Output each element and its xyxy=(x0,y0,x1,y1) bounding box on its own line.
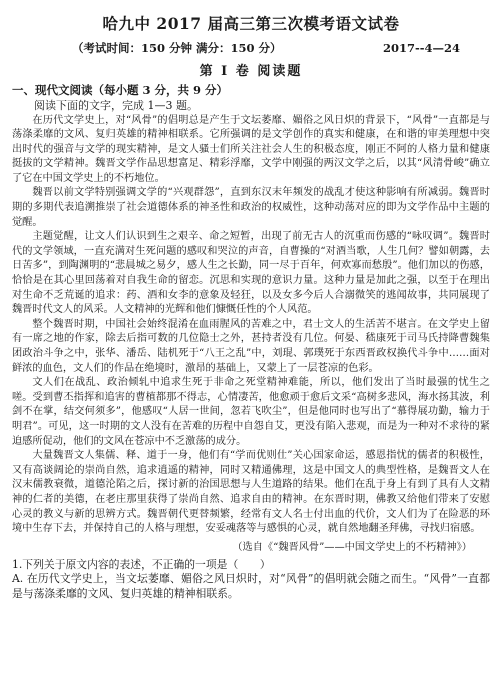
exam-page xyxy=(0,14,504,673)
exam-info: （考试时间：150 分钟 满分：150 分） xyxy=(72,41,282,55)
article-paragraph: 大量魏晋文人集儒、释、道于一身，他们有“学而优则仕”关心国家命运，感恩指忧的儒者的积极性，又有高谈阔论的崇尚自然，追求逍遥的精神，同时又精通佛理，这是中国文人的典型性格，是魏晋文人在汉末儒教衰微，道德沦陷之后，探讨新的治国思想与人生道路的结果。他们在乱于身上有到了具有人文精神的仁者的美德，在老庄那里获得了崇尚自然、追求自由的精神。在东晋时期，佛教又给他们带来了安慰心灵的教义与新的思辨方式。魏晋朝代更替频繁，经常有文人名士付出血的代价，文人们为了在险恶的环境中生存下去，并保持自己的人格与理想，安妥魂落等与感惧的心灵，就自然地翻圣拜佛，寻找归宿感。 xyxy=(12,450,490,535)
article-source: （选自《“魏晋风骨”——中国文学史上的不朽精神》） xyxy=(232,541,472,553)
question-1-stem: 1.下列关于原文内容的表述，不正确的一项是（ ） xyxy=(12,557,271,571)
article-paragraph: 整个魏晋时期，中国社会始终混淆在血雨腥风的苦难之中，君士文人的生活苦不堪言。在文学史上留有一席之地的作家，除去后指可数的几位隐士之外，甚持者没有几位。何晏、嵇康死于司马氏持降曹魏集团政治斗争之中，张华、潘岳、陆机死于“八王之乱”中，刘琨、郭璞死于东西晋政权换代斗争中……面对鲜浓的血色，文人们的作品在绝境时，激昂的基础上，又蒙上了一层苍凉的色彩。 xyxy=(12,318,490,374)
reading-instruction: 阅读下面的文字，完成 1—3 题。 xyxy=(34,99,198,112)
article-paragraph: 在历代文学史上，对“风骨”的倡明总是产生于文坛萎靡、媚俗之风日炽的背景下，“风骨”一直都是与荡涤柔靡的文风、复归英雄的精神相联系。它所强调的是文学创作的真实和健康，在和谐的审美理想中突出时代的强音与文学的现实精神，是文人骚士们所关注社会人生的积极态度，刚正不阿的人格力量和健康挺拔的文学精神。魏晋文学作品思想富足、精彩浮靡，文学中刚强的两汉文学之后，以其“风清骨峻”确立了它在中国文学史上的不朽地位。 xyxy=(12,114,490,184)
article-paragraph: 魏晋以前文学特别强调文学的“兴观群怨”，直到东汉末年频发的战乱才使这种影响有所减弱。魏晋时期的多期代表追溯推崇了社会道德体系的神圣性和政治的权威性，这种动荡对应的即为文学作品中主题的觉醒。 xyxy=(12,187,490,228)
exam-meta xyxy=(12,40,490,56)
article-paragraph: 主题觉醒，让文人们认识到生之艰辛、命之短暂，出现了前无古人的沉重而伤感的“咏叹调”。魏晋时代的文学领域，一直充满对生死问题的感叹和哭泣的声音，自曹操的“对酒当歌，人生几何？譬如朝露，去日苦多”，到陶渊明的“悲晨城之易夕，感人生之长勤，同一尽于百年，何欢寡而愁殷”。他们加以的伤感，恰恰是在其心里回荡着对自我生命的留恋。沉思和实现的意识力量。这种力量是加此之强，以至于在理出对生命不乏荒诞的追求：药、酒和女李的意象及轻狂，以及女多今后人合溺微笑的逃闻故事，共同展现了魏晋时代文人的风采。人文精神的光辉和他们慷慨任性的个人风范。 xyxy=(12,231,490,316)
exam-date: 2017--4—24 xyxy=(382,41,460,55)
section-heading: 一、现代文阅读（每小题 3 分，共 9 分） xyxy=(12,83,229,97)
part-title: 第 I 卷 阅读题 xyxy=(199,64,303,79)
question-1-option-a: A. 在历代文学史上，当文坛萎靡、媚俗之风日炽时，对“风骨”的倡明就会随之而生。“风骨”一直都是与荡涤柔靡的文风、复归英雄的精神相联系。 xyxy=(12,572,490,600)
reading-article xyxy=(12,114,490,537)
exam-title: 哈九中 2017 届高三第三次模考语文试卷 xyxy=(102,14,400,33)
article-paragraph: 文人们在战乱、政治倾轧中追求生死于非命之死堂精神难能，所以，他们发出了当时最强的忧生之嗟。受到曹丕指挥和追害的曹植都那不得志，心情凄苦，他愈顽于愈后文采“高树多悲风，海水扬其波，利剑不在掌，结交何须多”，他感叹“人居一世间，忽若飞吹尘”，但是他同时也写出了“慕得展功勤，输力于明君”。可见，这一时期的文人没有在苦难的历程中自怨自艾，更没有陷入悲观，而是为一种对不求待的紧迫感所促动，他们的文风在苍凉中不乏激荡的成分。 xyxy=(12,377,490,447)
